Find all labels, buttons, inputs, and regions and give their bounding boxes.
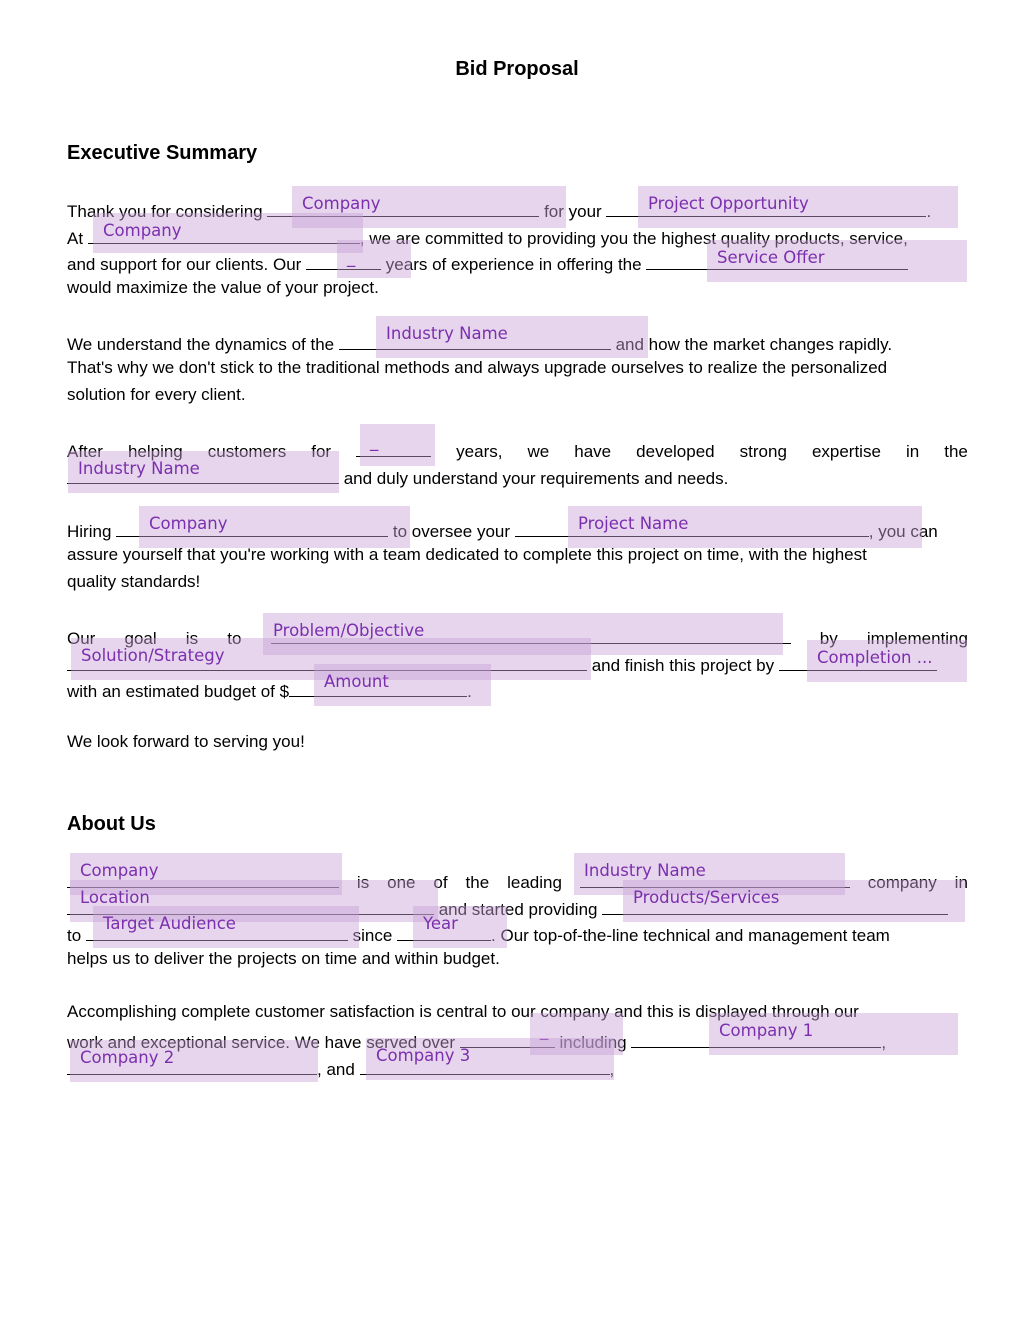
section-heading-executive-summary: Executive Summary (67, 142, 258, 164)
static-text: to (67, 926, 86, 945)
static-text: is (356, 873, 370, 892)
client-company-2-field[interactable]: Company 2 (70, 1040, 318, 1082)
industry-name-field[interactable]: Industry Name (68, 451, 339, 493)
static-text: one (387, 873, 416, 892)
static-text: implementing (866, 629, 968, 648)
location-field[interactable]: Location (70, 880, 438, 922)
static-text: and duly understand your requirements and needs. (339, 469, 729, 488)
client-company-1-field[interactable]: Company 1 (709, 1013, 958, 1055)
industry-name-field[interactable]: Industry Name (574, 853, 845, 895)
static-text: for (311, 442, 332, 461)
closing-text: We look forward to serving you! (67, 732, 305, 751)
static-text: . Our top-of-the-line technical and management team (491, 926, 890, 945)
years-of-experience-field[interactable]: _ (337, 240, 411, 278)
client-company-3-field[interactable]: Company 3 (366, 1038, 614, 1080)
static-text: years, (456, 442, 503, 461)
static-text: company (867, 873, 937, 892)
years-field[interactable]: _ (360, 424, 435, 466)
static-text: After (67, 442, 103, 461)
section-heading-about-us: About Us (67, 813, 156, 835)
company-field[interactable]: Company (139, 506, 410, 548)
static-text: we (527, 442, 550, 461)
static-text: have (574, 442, 612, 461)
target-audience-field[interactable]: Target Audience (93, 906, 359, 948)
static-text: goal (124, 629, 157, 648)
completion-date-field[interactable]: Completion ... (807, 640, 967, 682)
static-text: strong (739, 442, 787, 461)
solution-strategy-field[interactable]: Solution/Strategy (71, 638, 591, 680)
static-text: and how the market changes rapidly. (610, 335, 893, 354)
static-text: in (954, 873, 968, 892)
static-text: expertise (811, 442, 881, 461)
static-text: . (467, 682, 472, 701)
project-opportunity-field[interactable]: Project Opportunity (638, 186, 958, 228)
exec-p4-line3 (67, 569, 968, 595)
static-text: , (609, 1060, 615, 1079)
static-text: since (347, 926, 398, 945)
static-text: to oversee your (388, 522, 515, 541)
static-text: , (881, 1033, 887, 1052)
static-text: Thank you for considering (67, 202, 268, 221)
static-text: customers (207, 442, 287, 461)
static-text: and finish this project by (587, 656, 779, 675)
static-text: including (554, 1033, 632, 1052)
static-text: would maximize the value of your project. (67, 278, 379, 297)
company-field[interactable]: Company (70, 853, 342, 895)
static-text: developed (636, 442, 715, 461)
static-text: We understand the dynamics of the (67, 335, 339, 354)
static-text: , you can (868, 522, 938, 541)
project-name-field[interactable]: Project Name (568, 506, 922, 548)
company-field[interactable]: Company (292, 186, 566, 228)
static-text: and support for our clients. Our (67, 255, 307, 274)
service-offer-field[interactable]: Service Offer (707, 240, 967, 282)
static-text: assure yourself that you're working with a team dedicated to complete this project on time, with the highest (67, 545, 867, 564)
static-text: leading (507, 873, 562, 892)
amount-field[interactable]: Amount (314, 664, 491, 706)
static-text: Our (67, 629, 96, 648)
exec-p2-line3 (67, 382, 968, 408)
static-text: of (433, 873, 448, 892)
problem-objective-field[interactable]: Problem/Objective (263, 613, 783, 655)
static-text: solution for every client. (67, 385, 246, 404)
industry-name-field[interactable]: Industry Name (376, 316, 648, 358)
about-p1-line4 (67, 946, 968, 972)
static-text: work and exceptional service. We have served over (67, 1033, 460, 1052)
company-field[interactable]: Company (93, 213, 363, 253)
static-text: for your (539, 202, 607, 221)
static-text: in (905, 442, 920, 461)
exec-p2-line2 (67, 355, 968, 381)
static-text: That's why we don't stick to the traditional methods and always upgrade ourselves to realize the personalized (67, 358, 888, 377)
static-text: Hiring (67, 522, 117, 541)
clients-count-field[interactable]: _ (530, 1013, 623, 1055)
static-text: by (819, 629, 838, 648)
static-text: quality standards! (67, 572, 201, 591)
exec-closing-line (67, 729, 968, 755)
year-field[interactable]: Year (413, 906, 507, 948)
document-title: Bid Proposal (455, 58, 579, 80)
products-services-field[interactable]: Products/Services (623, 880, 965, 922)
static-text: is (185, 629, 199, 648)
static-text: , we are committed to providing you the highest quality products, service, (359, 229, 908, 248)
static-text: helps us to deliver the projects on time and within budget. (67, 949, 500, 968)
static-text: helping (127, 442, 183, 461)
static-text: and started providing (434, 900, 603, 919)
static-text: years of experience in offering the (381, 255, 647, 274)
static-text: Accomplishing complete customer satisfaction is central to our company and this is displayed through our (67, 1002, 859, 1021)
static-text: with an estimated budget of $ (67, 682, 290, 701)
static-text: , and (317, 1060, 360, 1079)
static-text: the (944, 442, 968, 461)
static-text: . (926, 202, 932, 221)
static-text: to (227, 629, 242, 648)
static-text: the (465, 873, 490, 892)
static-text: At (67, 229, 88, 248)
